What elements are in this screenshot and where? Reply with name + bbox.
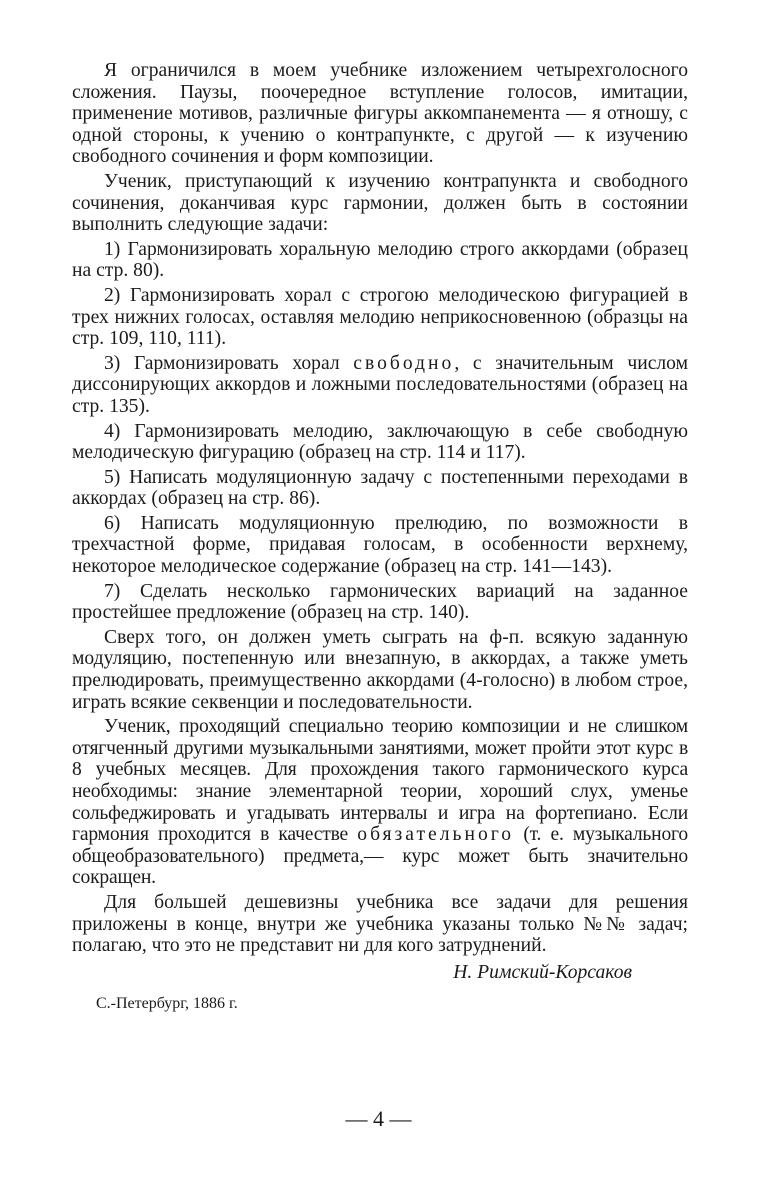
document-body [72, 60, 688, 1015]
requirements-paragraph: Ученик, приступающий к изучению контрапункта и свободного сочинения, доканчивая курс гармонии, должен быть в состоянии выполнить следующие задачи: [72, 170, 688, 236]
task-item-3 [72, 353, 688, 418]
task-item-3-text-start: 3) Гармонизировать хорал [104, 352, 354, 374]
task-item-3-emphasis: свободно [353, 352, 455, 374]
task-item-5: 5) Написать модуляционную задачу с постепенными переходами в аккордах (образец на стр. 86). [72, 466, 688, 510]
skills-paragraph: Сверх того, он должен уметь сыграть на ф-п. всякую заданную модуляцию, постепенную или внезапную, в аккордах, а также уметь прелюдировать, преимущественно аккордами (4-голосно) в любом строе, играть всякие секвенции и последовательности. [72, 626, 688, 713]
course-duration-text-start: Ученик, проходящий специально теорию композиции и не слишком отягченный другими музыкальными занятиями, может пройти этот курс в 8 учебных месяцев. Для прохождения такого гармонического курса необходимы: знание элементарной теории, хороший слух, уменье сольфеджировать и угадывать интервалы и игра на фортепиано. Если гармония проходится в качестве [72, 716, 688, 846]
task-item-4: 4) Гармонизировать мелодию, заключающую в себе свободную мелодическую фигурацию (образец на стр. 114 и 117). [72, 420, 688, 464]
page-number: — 4 — [345, 1106, 412, 1131]
course-duration-text-end: (т. е. музыкального общеобразовательного) предмета,— курс может быть значительно сокращен. [72, 824, 688, 889]
task-item-6: 6) Написать модуляционную прелюдию, по возможности в трехчастной форме, придавая голосам, в особенности верхнему, некоторое мелодическое содержание (образец на стр. 141—143). [72, 512, 688, 578]
task-item-7: 7) Сделать несколько гармонических вариаций на заданное простейшее предложение (образец на стр. 140). [72, 580, 688, 624]
author-signature: Н. Римский-Корсаков [453, 961, 632, 983]
course-duration-emphasis: обязательного [357, 824, 515, 846]
course-duration-paragraph [72, 716, 688, 889]
task-item-2: 2) Гармонизировать хорал с строгою мелодическою фигурацией в трех нижних голосах, оставляя мелодию неприкосновенною (образцы на стр. 109, 110, 111). [72, 284, 688, 350]
place-and-date: С.-Петербург, 1886 г. [96, 994, 238, 1012]
task-item-3-text-end: , с значительным числом диссонирующих аккордов и ложными последовательностями (образец на стр. 135). [72, 352, 688, 417]
closing-paragraph: Для большей дешевизны учебника все задачи для решения приложены в конце, внутри же учебника указаны только №№ задач; полагаю, что это не представит ни для кого затруднений. [72, 891, 688, 957]
intro-paragraph: Я ограничился в моем учебнике изложением четырехголосного сложения. Паузы, поочередное вступление голосов, имитации, применение мотивов, различные фигуры аккомпанемента — я отношу, с одной стороны, к учению о контрапункте, с другой — к изучению свободного сочинения и форм композиции. [72, 60, 688, 168]
task-item-1: 1) Гармонизировать хоральную мелодию строго аккордами (образец на стр. 80). [72, 238, 688, 282]
